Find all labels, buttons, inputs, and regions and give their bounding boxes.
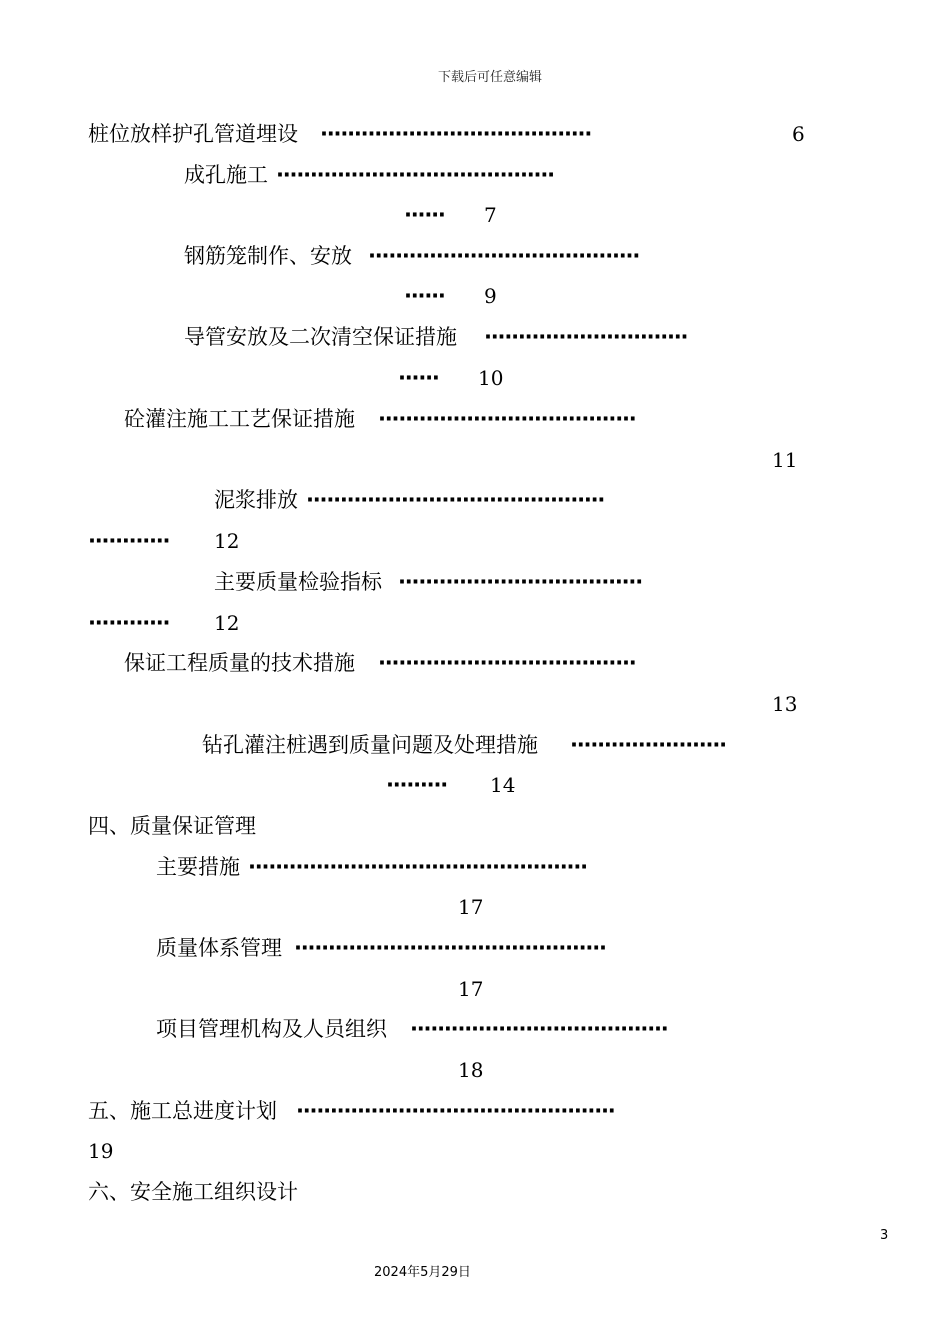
toc-leader-dots: ········································ (320, 122, 592, 146)
toc-leader-dots: ·················································· (248, 855, 587, 879)
toc-entry-title: 主要质量检验指标 (214, 570, 382, 594)
toc-entry-title: 项目管理机构及人员组织 (156, 1017, 387, 1041)
toc-page-number: 9 (484, 284, 497, 308)
toc-page-number: 7 (484, 203, 497, 227)
page-header: 下载后可任意编辑 (438, 70, 543, 85)
toc-leader-dots: ········································ (368, 244, 640, 268)
toc-entry-title: 保证工程质量的技术措施 (124, 651, 355, 675)
toc-entry-title: 主要措施 (156, 855, 240, 879)
page-footer-date: 2024年5月29日 (374, 1265, 471, 1280)
toc-page-number: 17 (458, 895, 484, 919)
toc-section-heading: 五、施工总进度计划 (88, 1099, 277, 1123)
toc-leader-dots: ············ (88, 529, 170, 553)
toc-entry-title: 泥浆排放 (214, 488, 298, 512)
toc-page-number: 19 (88, 1139, 114, 1163)
toc-entry-title: 质量体系管理 (156, 936, 282, 960)
toc-leader-dots: ········································· (276, 163, 554, 187)
toc-page-number: 6 (792, 122, 805, 146)
toc-leader-dots: ······································ (410, 1017, 668, 1041)
toc-leader-dots: ······································ (378, 407, 636, 431)
toc-section-heading: 六、安全施工组织设计 (88, 1180, 298, 1204)
toc-page-number: 11 (772, 448, 798, 472)
toc-page-number: 10 (478, 366, 504, 390)
toc-entry-title: 导管安放及二次清空保证措施 (184, 325, 457, 349)
toc-leader-dots: ······································ (378, 651, 636, 675)
toc-entry-title: 桩位放样护孔管道埋设 (88, 122, 298, 146)
toc-page-number: 18 (458, 1058, 484, 1082)
toc-page-number: 13 (772, 692, 798, 716)
toc-leader-dots: ······ (404, 284, 445, 308)
toc-entry-title: 钢筋笼制作、安放 (184, 244, 352, 268)
toc-leader-dots: ········· (386, 773, 447, 797)
toc-leader-dots: ···································· (398, 570, 642, 594)
toc-entry-title: 砼灌注施工工艺保证措施 (124, 407, 355, 431)
toc-leader-dots: ······ (398, 366, 439, 390)
toc-leader-dots: ··············································· (296, 1099, 615, 1123)
toc-leader-dots: ············································ (306, 488, 605, 512)
toc-page-number: 17 (458, 977, 484, 1001)
toc-leader-dots: ······················· (570, 733, 726, 757)
toc-entry-title: 钻孔灌注桩遇到质量问题及处理措施 (202, 733, 538, 757)
toc-leader-dots: ······ (404, 203, 445, 227)
toc-leader-dots: ·············································· (294, 936, 606, 960)
toc-page-number: 14 (490, 773, 516, 797)
toc-page-number: 12 (214, 529, 240, 553)
toc-entry-title: 成孔施工 (184, 163, 268, 187)
toc-leader-dots: ············ (88, 611, 170, 635)
toc-page-number: 12 (214, 611, 240, 635)
toc-leader-dots: ······························ (484, 325, 688, 349)
toc-section-heading: 四、质量保证管理 (88, 814, 256, 838)
page-number: 3 (880, 1228, 889, 1243)
